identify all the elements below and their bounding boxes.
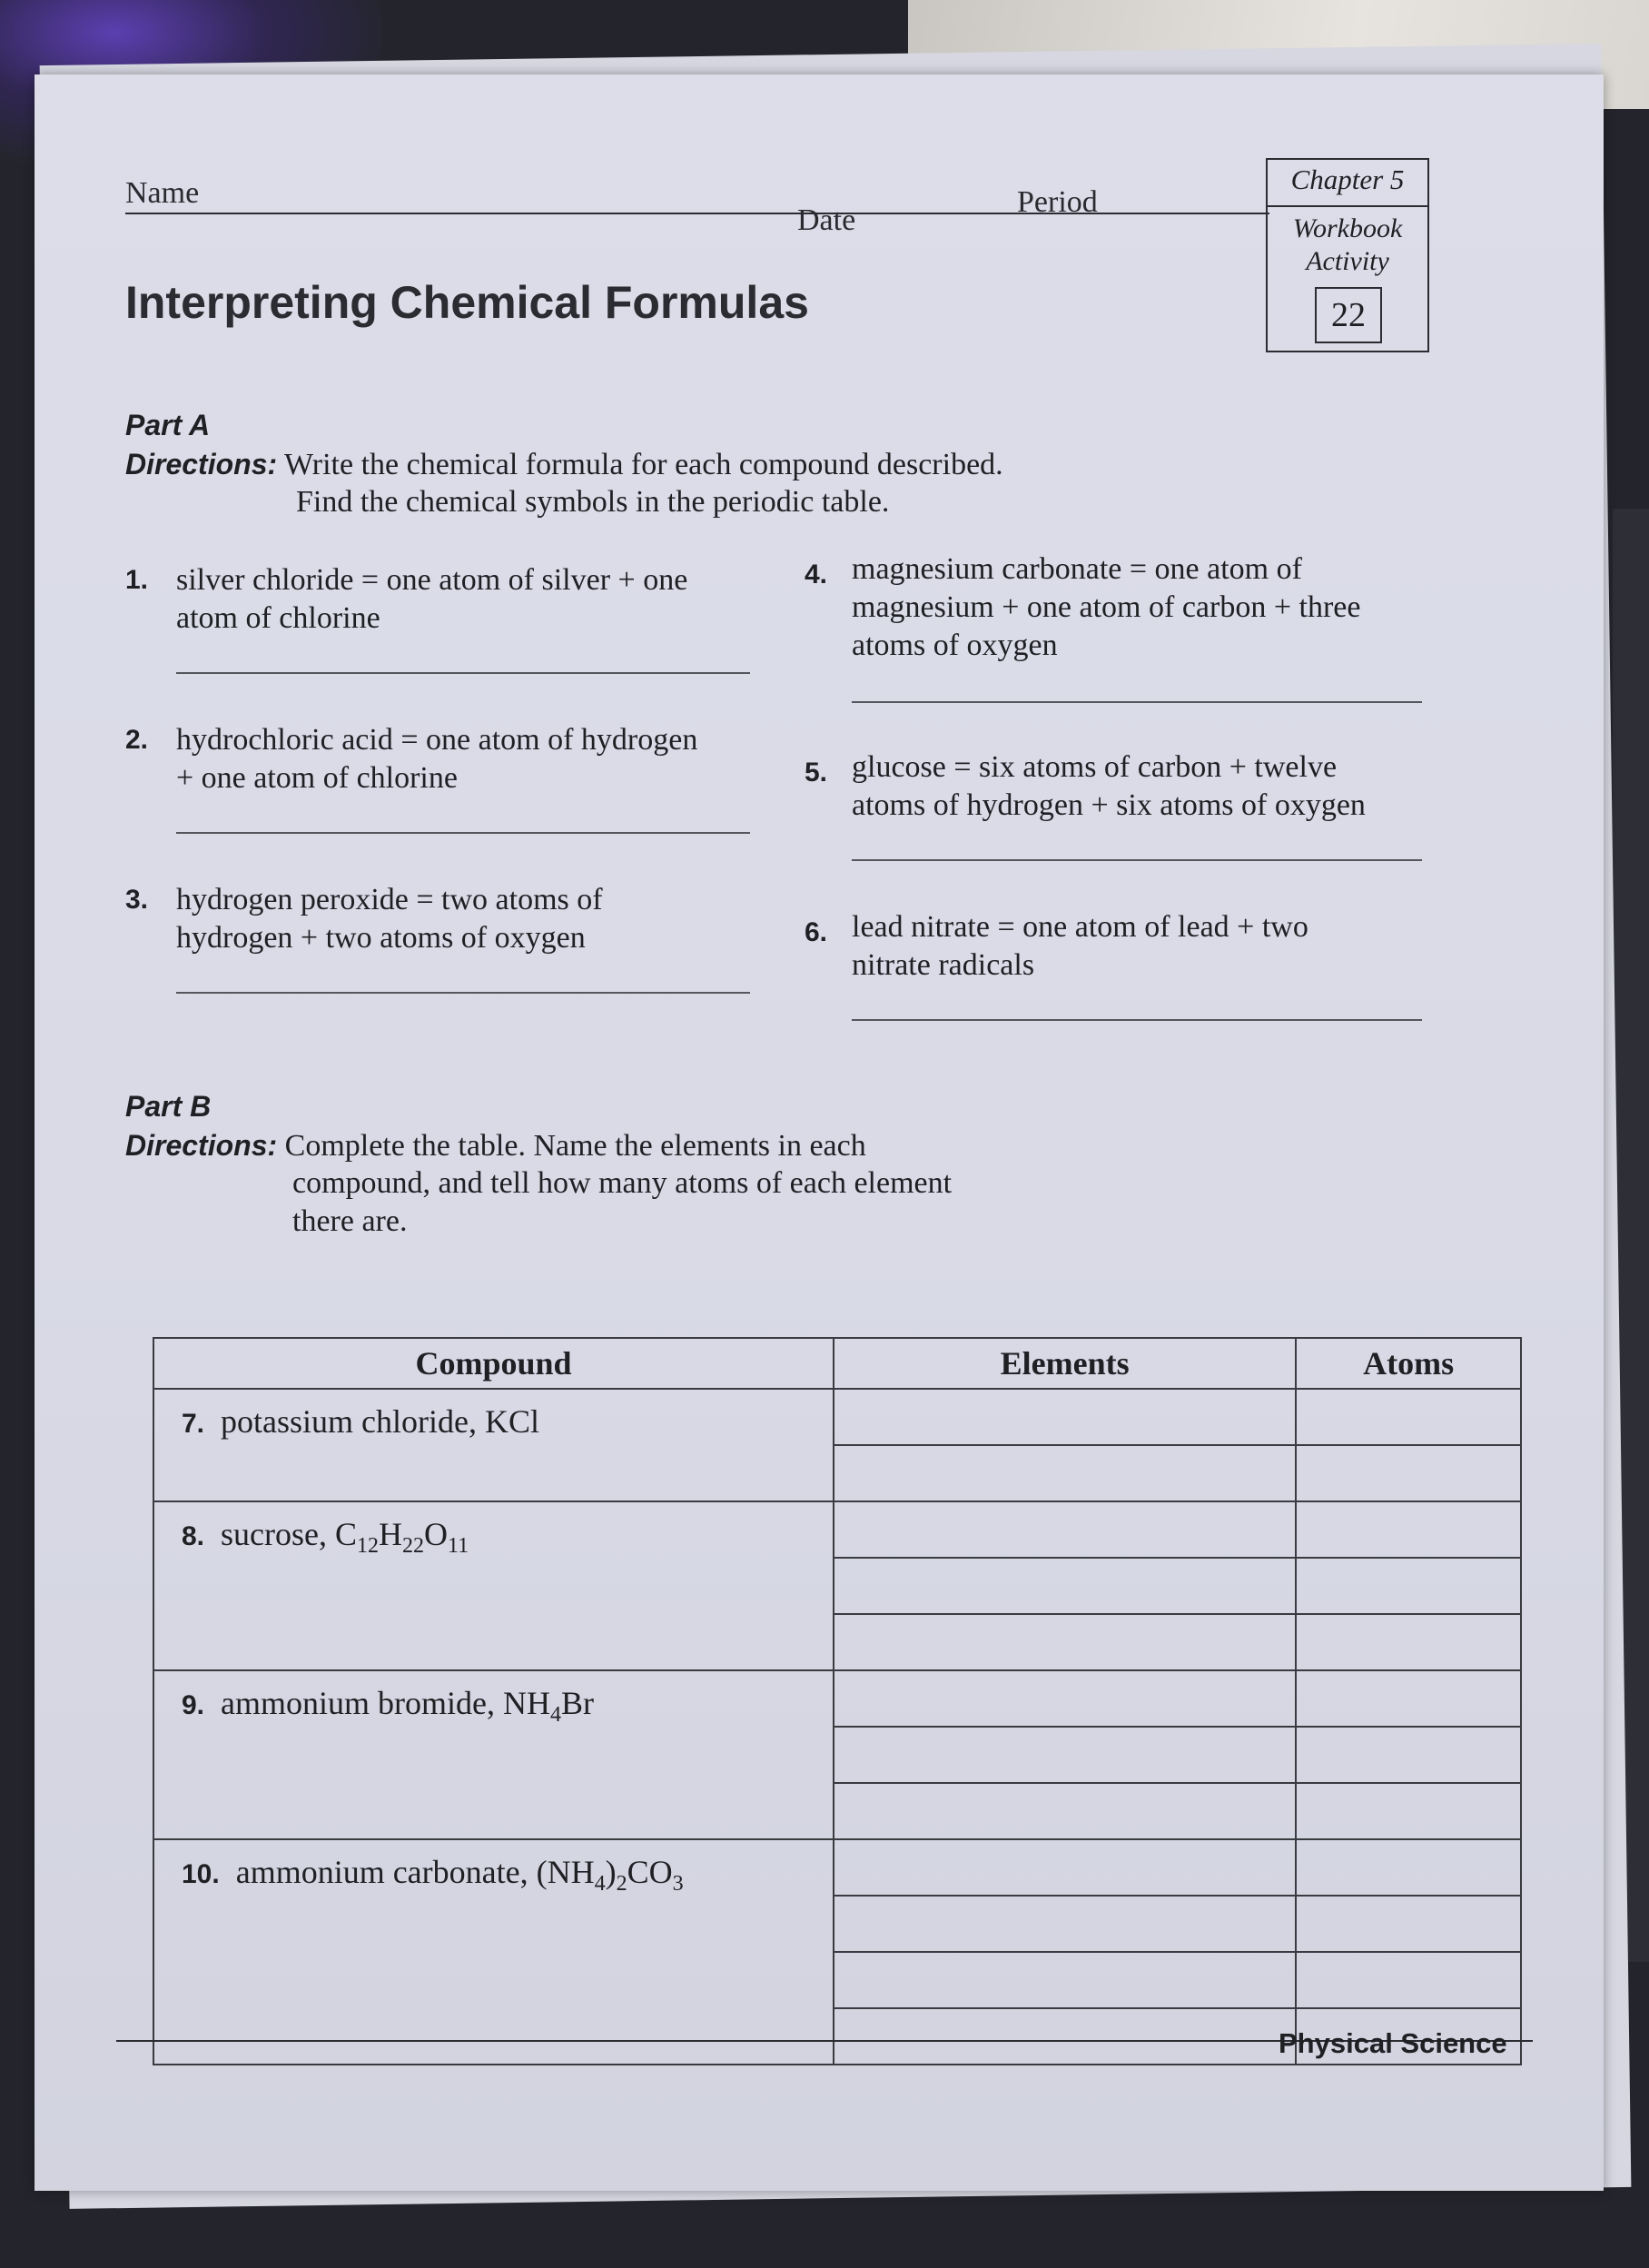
directions-text-2: Find the chemical symbols in the periodic table.: [296, 485, 890, 519]
elements-cell[interactable]: [834, 1389, 1296, 1445]
question-text: magnesium + one atom of carbon + three: [852, 590, 1361, 624]
formula-part: ): [605, 1854, 617, 1890]
question-number: 2.: [125, 725, 149, 755]
answer-line-4[interactable]: [852, 701, 1422, 703]
question-1: [125, 561, 779, 638]
elements-cell[interactable]: [834, 1614, 1296, 1670]
compound-name: sucrose,: [221, 1516, 335, 1552]
elements-cell[interactable]: [834, 1558, 1296, 1614]
atoms-cell[interactable]: [1296, 1614, 1521, 1670]
directions-text-1: Complete the table. Name the elements in each: [284, 1129, 866, 1163]
atoms-cell[interactable]: [1296, 1783, 1521, 1839]
question-number: 1.: [125, 565, 149, 595]
question-text: hydrogen + two atoms of oxygen: [176, 921, 586, 955]
compound-table: [153, 1337, 1522, 2065]
name-label: Name: [125, 176, 200, 210]
question-number: 3.: [125, 885, 149, 915]
formula-subscript: 3: [672, 1872, 684, 1897]
column-header-compound: Compound: [153, 1338, 834, 1389]
question-text: silver chloride = one atom of silver + one: [176, 563, 688, 597]
directions-text-1: Write the chemical formula for each compound described.: [284, 448, 1003, 481]
answer-line-2[interactable]: [176, 832, 750, 834]
activity-label: [1268, 213, 1427, 278]
question-2: [125, 721, 779, 797]
atoms-cell[interactable]: [1296, 1839, 1521, 1896]
page-title: Interpreting Chemical Formulas: [125, 277, 809, 328]
elements-cell[interactable]: [834, 1670, 1296, 1727]
activity-line-2: Activity: [1306, 246, 1389, 276]
part-a-directions: [125, 445, 1003, 484]
question-text: hydrochloric acid = one atom of hydrogen: [176, 723, 698, 757]
elements-cell[interactable]: [834, 1896, 1296, 1952]
atoms-cell[interactable]: [1296, 1501, 1521, 1558]
question-text: + one atom of chlorine: [176, 761, 458, 795]
column-header-elements: Elements: [834, 1338, 1296, 1389]
formula-part: NH: [503, 1685, 550, 1721]
compound-name: ammonium carbonate,: [235, 1854, 537, 1890]
elements-cell[interactable]: [834, 1839, 1296, 1896]
formula-part: KCl: [484, 1403, 539, 1440]
chapter-box: [1266, 158, 1429, 352]
activity-line-1: Workbook: [1292, 213, 1403, 243]
formula-subscript: 11: [448, 1534, 469, 1559]
question-number: 5.: [805, 758, 828, 787]
atoms-cell[interactable]: [1296, 1896, 1521, 1952]
elements-cell[interactable]: [834, 1501, 1296, 1558]
worksheet-page: [35, 74, 1604, 2191]
question-text: lead nitrate = one atom of lead + two: [852, 910, 1308, 944]
atoms-cell[interactable]: [1296, 1952, 1521, 2008]
part-b-directions: [125, 1126, 866, 1165]
directions-text-3: there are.: [292, 1204, 408, 1238]
compound-cell: [153, 1501, 834, 1670]
question-5: [805, 748, 1495, 825]
formula-subscript: 2: [616, 1872, 627, 1897]
activity-number: 22: [1315, 287, 1382, 343]
formula-subscript: 4: [550, 1703, 561, 1728]
elements-cell[interactable]: [834, 1445, 1296, 1501]
question-text: hydrogen peroxide = two atoms of: [176, 883, 603, 916]
chapter-divider: [1268, 205, 1427, 207]
answer-line-6[interactable]: [852, 1019, 1422, 1021]
formula-part: (NH: [536, 1854, 595, 1890]
question-text: nitrate radicals: [852, 948, 1035, 982]
footer-label: Physical Science: [1279, 2027, 1507, 2059]
compound-number: 9.: [182, 1690, 205, 1720]
question-text: atom of chlorine: [176, 601, 380, 635]
question-4: [805, 550, 1495, 665]
question-number: 4.: [805, 560, 828, 589]
part-b-heading: Part B: [125, 1090, 212, 1123]
compound-cell: [153, 1839, 834, 2065]
formula-subscript: 22: [402, 1534, 425, 1559]
name-line: [125, 213, 1269, 214]
answer-line-1[interactable]: [176, 672, 750, 674]
atoms-cell[interactable]: [1296, 1389, 1521, 1445]
elements-cell[interactable]: [834, 1727, 1296, 1783]
table-row: [153, 1389, 1521, 1445]
directions-label: Directions:: [125, 1129, 278, 1162]
compound-cell: [153, 1670, 834, 1839]
question-text: atoms of hydrogen + six atoms of oxygen: [852, 788, 1366, 822]
elements-cell[interactable]: [834, 1952, 1296, 2008]
question-3: [125, 881, 779, 957]
formula-subscript: 12: [357, 1534, 380, 1559]
formula-part: CO: [627, 1854, 673, 1890]
question-text: atoms of oxygen: [852, 629, 1058, 662]
elements-cell[interactable]: [834, 1783, 1296, 1839]
question-text: glucose = six atoms of carbon + twelve: [852, 750, 1338, 784]
formula-part: Br: [561, 1685, 594, 1721]
formula-subscript: 4: [594, 1872, 606, 1897]
formula-part: O: [424, 1516, 449, 1552]
table-row: [153, 1501, 1521, 1558]
atoms-cell[interactable]: [1296, 1727, 1521, 1783]
compound-cell: [153, 1389, 834, 1501]
compound-number: 8.: [182, 1521, 205, 1551]
compound-number: 10.: [182, 1859, 220, 1889]
table-row: [153, 1839, 1521, 1896]
atoms-cell[interactable]: [1296, 1445, 1521, 1501]
compound-number: 7.: [182, 1409, 205, 1439]
atoms-cell[interactable]: [1296, 1558, 1521, 1614]
compound-name: ammonium bromide,: [221, 1685, 503, 1721]
directions-text-2: compound, and tell how many atoms of each element: [292, 1166, 953, 1200]
answer-line-5[interactable]: [852, 859, 1422, 861]
elements-cell[interactable]: [834, 2008, 1296, 2065]
column-header-atoms: Atoms: [1296, 1338, 1521, 1389]
table-row: [153, 1670, 1521, 1727]
formula-part: C: [335, 1516, 358, 1552]
chapter-label: Chapter 5: [1290, 163, 1405, 195]
table-header-row: [153, 1338, 1521, 1389]
date-label: Date: [797, 203, 856, 237]
answer-line-3[interactable]: [176, 992, 750, 994]
part-a-heading: Part A: [125, 409, 211, 441]
question-6: [805, 908, 1495, 985]
question-number: 6.: [805, 917, 828, 947]
question-text: magnesium carbonate = one atom of: [852, 552, 1302, 586]
directions-label: Directions:: [125, 448, 278, 480]
atoms-cell[interactable]: [1296, 1670, 1521, 1727]
period-label: Period: [1017, 185, 1098, 219]
formula-part: H: [379, 1516, 403, 1552]
compound-name: potassium chloride,: [221, 1403, 485, 1440]
